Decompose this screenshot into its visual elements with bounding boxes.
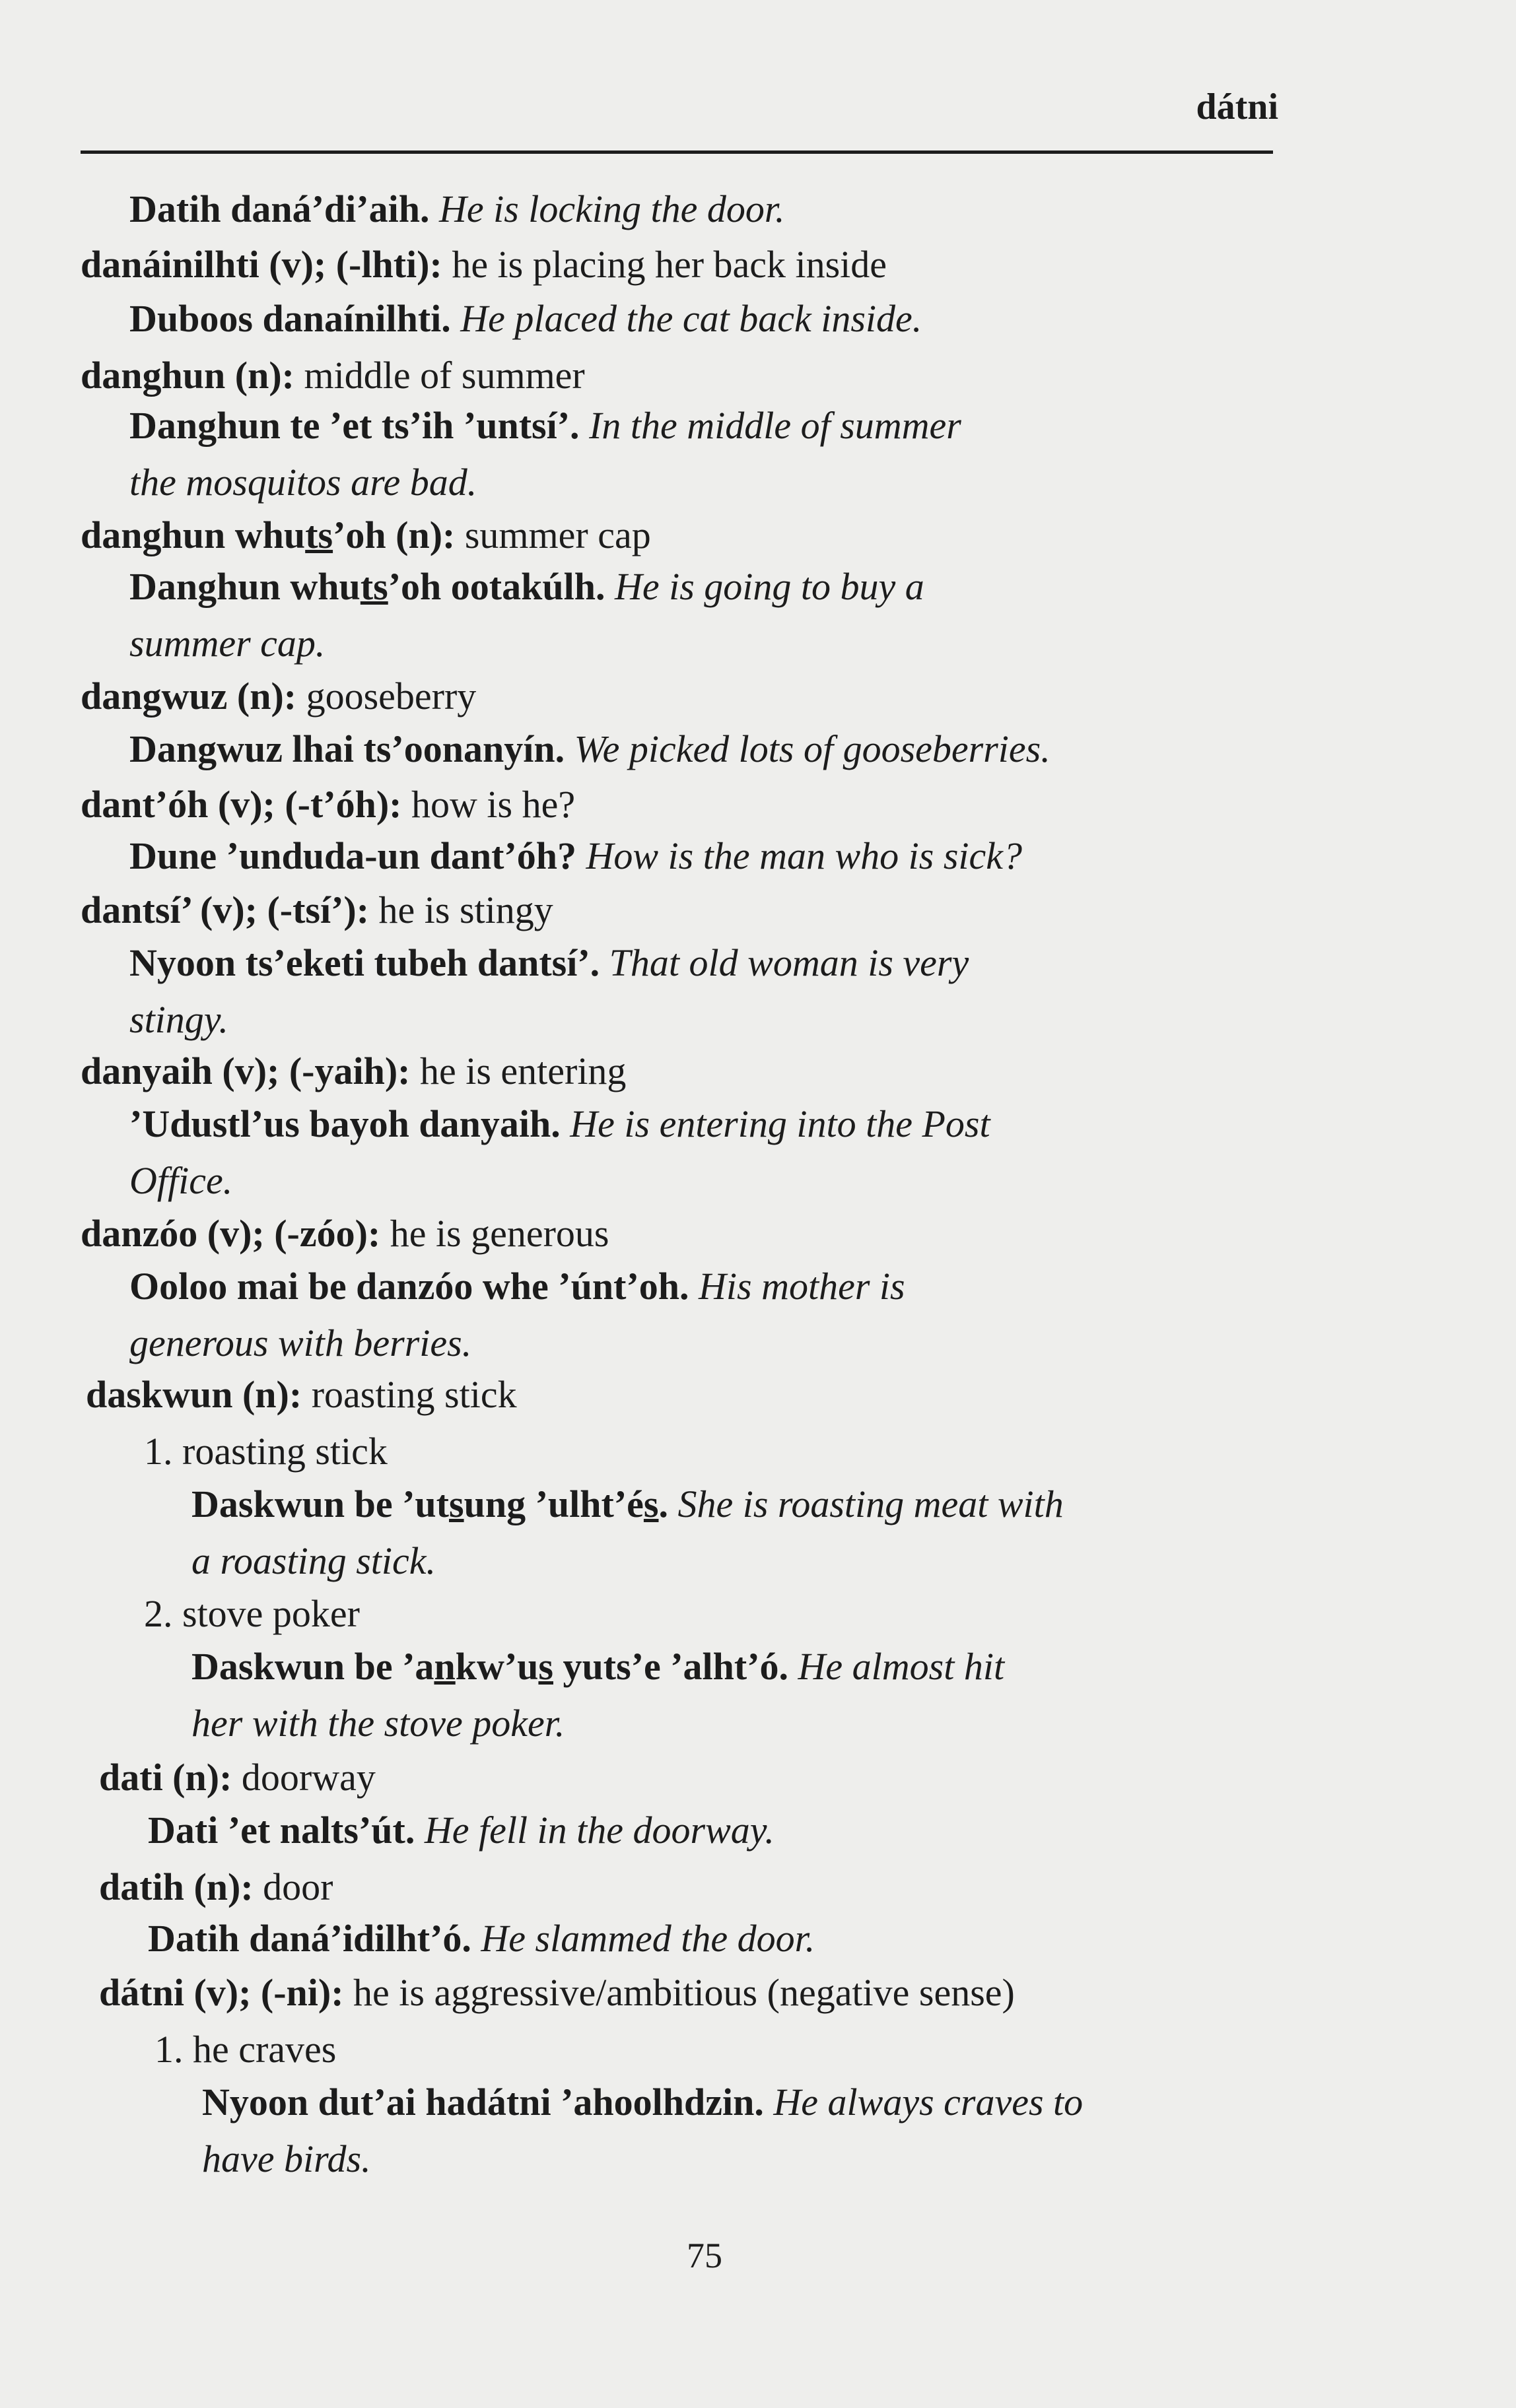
header-rule (81, 150, 1273, 154)
entry-line (191, 1644, 1004, 1690)
gloss-text (580, 404, 590, 447)
gloss-text: doorway (232, 1756, 376, 1799)
example-translation: We picked lots of gooseberries. (574, 727, 1051, 770)
gloss-text: gooseberry (296, 675, 477, 718)
headword-text: Danghun te ’et ts’ih ’untsí’. (129, 404, 580, 447)
entry-line (191, 1481, 1064, 1527)
headword-text: dátni (v); (-ni): (99, 1971, 344, 2014)
gloss-text (565, 727, 574, 770)
entry-line (129, 296, 922, 342)
entry-line (81, 1211, 609, 1257)
entry-line (99, 1755, 376, 1801)
headword-text: danghun (n): (81, 354, 294, 397)
entry-line (129, 726, 1051, 772)
entry-line (129, 1320, 471, 1366)
gloss-text: how is he? (401, 783, 576, 826)
headword-text: Dune ’unduda-un dant’óh? (129, 834, 576, 877)
headword-text: Duboos danaínilhti. (129, 297, 451, 340)
example-translation: He is locking the door. (438, 187, 785, 230)
entry-line (129, 564, 924, 610)
gloss-text: roasting stick (302, 1373, 517, 1416)
headword-text: dant’óh (v); (-t’óh): (81, 783, 402, 826)
example-translation: He is going to buy a (614, 565, 924, 608)
headword-text: danghun whu (81, 514, 306, 556)
gloss-text: he is placing her back inside (442, 243, 887, 286)
underlined-letters: s (643, 1483, 659, 1525)
gloss-text: middle of summer (294, 354, 585, 397)
headword-text: Ooloo mai be danzóo whe ’únt’oh. (129, 1265, 689, 1308)
headword-text: Daskwun be ’a (191, 1645, 434, 1688)
gloss-text: he is entering (410, 1050, 627, 1092)
entry-line (129, 833, 1022, 879)
example-translation: He almost hit (798, 1645, 1005, 1688)
example-translation: Office. (129, 1159, 233, 1202)
underlined-letters: s (538, 1645, 553, 1688)
entry-line (148, 1807, 775, 1854)
gloss-text (471, 1917, 481, 1960)
example-translation: In the middle of summer (589, 404, 961, 447)
example-translation: her with the stove poker. (191, 1702, 565, 1745)
entry-line (129, 459, 477, 506)
page-number: 75 (687, 2236, 722, 2275)
gloss-text (764, 2081, 774, 2124)
entry-line (202, 2079, 1083, 2125)
example-translation: He is entering into the Post (570, 1102, 990, 1145)
example-translation: generous with berries. (129, 1321, 472, 1364)
entry-line (81, 887, 553, 933)
entry-line (148, 1916, 815, 1962)
entry-line (99, 1864, 333, 1910)
headword-text: ung ’ulht’é (464, 1483, 644, 1525)
headword-text: . (658, 1483, 668, 1525)
entry-line (129, 1101, 990, 1147)
entry-line (129, 940, 969, 986)
gloss-text (668, 1483, 678, 1525)
gloss-text (415, 1809, 425, 1852)
headword-text: dati (n): (99, 1756, 232, 1799)
entry-line (155, 2026, 336, 2073)
gloss-text: he is generous (380, 1212, 609, 1255)
headword-text: Nyoon ts’eketi tubeh dantsí’. (129, 941, 600, 984)
example-translation: the mosquitos are bad. (129, 461, 477, 504)
example-translation: His mother is (699, 1265, 905, 1308)
headword-text: yuts’e ’alht’ó. (553, 1645, 789, 1688)
headword-text: daskwun (n): (86, 1373, 302, 1416)
headword-text: ’oh ootakúlh. (388, 565, 605, 608)
gloss-text: 1. he craves (155, 2028, 337, 2071)
example-translation: He fell in the doorway. (424, 1809, 775, 1852)
underlined-letters: ts (305, 514, 333, 556)
underlined-letters: ts (360, 565, 388, 608)
example-translation: How is the man who is sick? (586, 834, 1023, 877)
entry-line (81, 673, 476, 719)
gloss-text (605, 565, 615, 608)
underlined-letters: n (434, 1645, 456, 1688)
entry-line (81, 352, 585, 399)
headword-text: Dangwuz lhai ts’oonanyín. (129, 727, 565, 770)
entry-line (129, 186, 785, 232)
example-translation: summer cap. (129, 622, 326, 665)
entry-line (191, 1700, 565, 1747)
headword-text: Danghun whu (129, 565, 361, 608)
running-header-guide-word: dátni (1196, 86, 1278, 127)
gloss-text (429, 187, 439, 230)
entry-line (129, 1263, 905, 1310)
gloss-text: door (253, 1865, 333, 1908)
underlined-letters: s (449, 1483, 464, 1525)
gloss-text: he is aggressive/ambitious (negative sense) (343, 1971, 1015, 2014)
entry-line (99, 1970, 1015, 2016)
headword-text: dantsí’ (v); (-tsí’): (81, 888, 370, 931)
entry-line (144, 1591, 360, 1637)
headword-text: kw’u (455, 1645, 539, 1688)
headword-text: dangwuz (n): (81, 675, 297, 718)
example-translation: stingy. (129, 998, 228, 1041)
example-translation: a roasting stick. (191, 1539, 436, 1582)
example-translation: She is roasting meat with (677, 1483, 1064, 1525)
gloss-text: 2. stove poker (144, 1592, 360, 1635)
gloss-text (689, 1265, 699, 1308)
headword-text: danyaih (v); (-yaih): (81, 1050, 411, 1092)
entry-line (86, 1372, 517, 1418)
example-translation: have birds. (202, 2137, 371, 2180)
gloss-text (576, 834, 586, 877)
example-translation: That old woman is very (609, 941, 969, 984)
gloss-text (600, 941, 609, 984)
headword-text: danáinilhti (v); (-lhti): (81, 243, 442, 286)
example-translation: He always craves to (773, 2081, 1084, 2124)
entry-line (81, 512, 651, 558)
example-translation: He slammed the door. (481, 1917, 815, 1960)
example-translation: He placed the cat back inside. (460, 297, 922, 340)
entry-line (129, 403, 961, 449)
gloss-text (451, 297, 461, 340)
entry-line (81, 1048, 626, 1094)
headword-text: Daskwun be ’ut (191, 1483, 449, 1525)
headword-text: Dati ’et nalts’út. (148, 1809, 415, 1852)
entry-line (202, 2136, 371, 2182)
headword-text: datih (n): (99, 1865, 254, 1908)
entry-line (81, 782, 575, 828)
headword-text: danzóo (v); (-zóo): (81, 1212, 381, 1255)
headword-text: Datih daná’di’aih. (129, 187, 430, 230)
entry-line (144, 1428, 388, 1475)
entry-line (81, 242, 887, 288)
headword-text: Nyoon dut’ai hadátni ’ahoolhdzin. (202, 2081, 764, 2124)
gloss-text (561, 1102, 570, 1145)
headword-text: ’Udustl’us bayoh danyaih. (129, 1102, 561, 1145)
entry-line (129, 997, 228, 1043)
gloss-text (788, 1645, 798, 1688)
gloss-text: 1. roasting stick (144, 1430, 388, 1473)
headword-text: Datih daná’idilht’ó. (148, 1917, 471, 1960)
headword-text: ’oh (n): (333, 514, 456, 556)
gloss-text: summer cap (455, 514, 651, 556)
entry-line (129, 1158, 232, 1204)
entry-line (191, 1538, 436, 1584)
entry-line (129, 620, 325, 667)
gloss-text: he is stingy (369, 888, 553, 931)
